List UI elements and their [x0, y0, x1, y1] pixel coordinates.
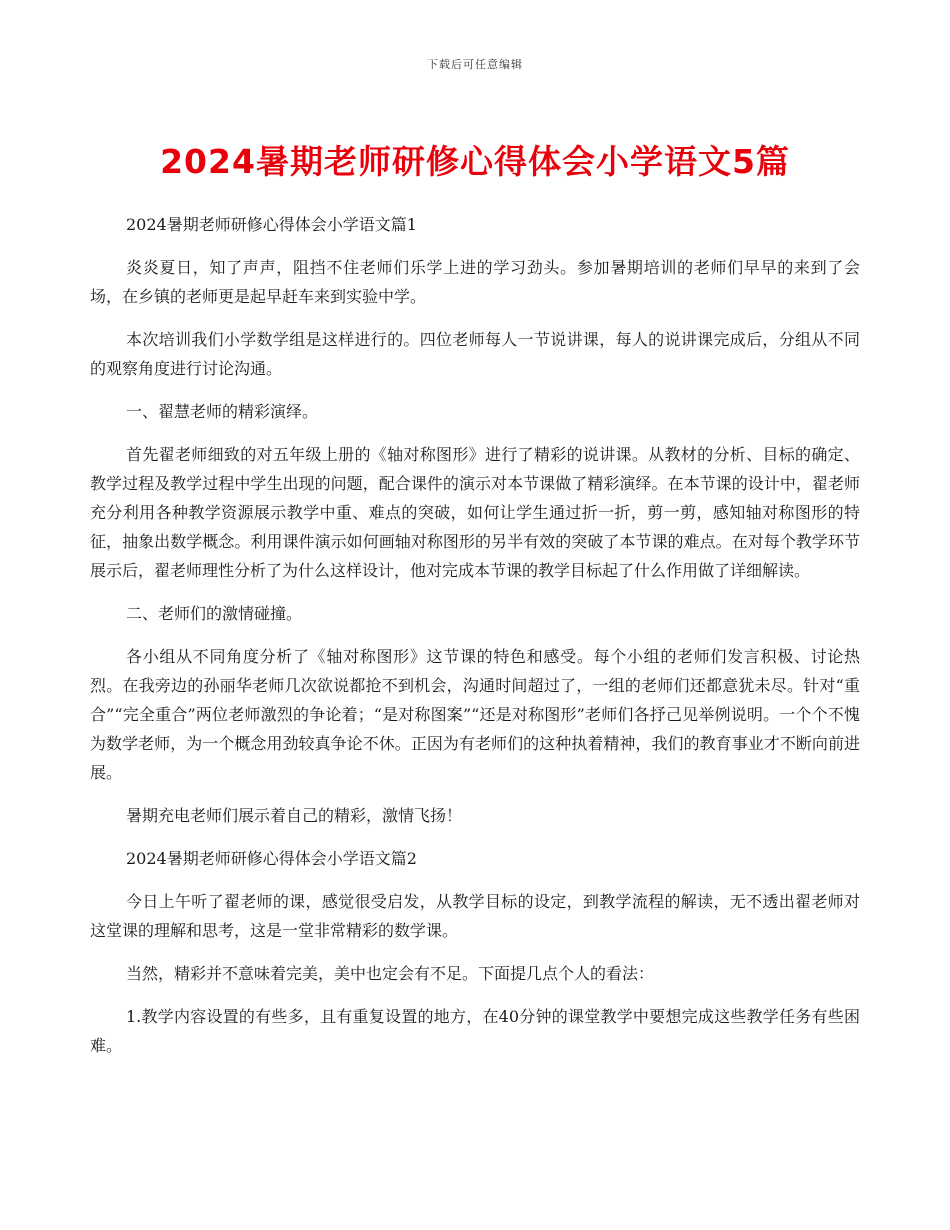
paragraph: 暑期充电老师们展示着自己的精彩，激情飞扬！	[126, 806, 463, 825]
paragraph: 各小组从不同角度分析了《轴对称图形》这节课的特色和感受。每个小组的老师们发言积极、讨论热烈。在我旁边的孙丽华老师几次欲说都抢不到机会，沟通时间超过了，一组的老师们还都意犹未尽。针对“重合”“完全重合”两位老师激烈的争论着；“是对称图案”“还是对称图形”老师们各抒己见举例说明。一个个不愧为数学老师，为一个概念用劲较真争论不休。正因为有老师们的这种执着精神，我们的教育事业才不断向前进展。	[90, 647, 860, 782]
paragraph: 本次培训我们小学数学组是这样进行的。四位老师每人一节说讲课，每人的说讲课完成后，分组从不同的观察角度进行讨论沟通。	[90, 330, 860, 378]
paragraph: 今日上午听了翟老师的课，感觉很受启发，从教学目标的设定，到教学流程的解读，无不透出翟老师对这堂课的理解和思考，这是一堂非常精彩的数学课。	[90, 892, 860, 940]
document-title: 2024暑期老师研修心得体会小学语文5篇	[160, 142, 790, 181]
section-heading-1: 2024暑期老师研修心得体会小学语文篇1	[126, 215, 417, 234]
subheading: 二、老师们的激情碰撞。	[126, 604, 303, 623]
subheading: 一、翟慧老师的精彩演绎。	[126, 402, 319, 421]
paragraph: 炎炎夏日，知了声声，阻挡不住老师们乐学上进的学习劲头。参加暑期培训的老师们早早的来到了会场，在乡镇的老师更是起早赶车来到实验中学。	[90, 258, 860, 306]
paragraph: 首先翟老师细致的对五年级上册的《轴对称图形》进行了精彩的说讲课。从教材的分析、目标的确定、教学过程及教学过程中学生出现的问题，配合课件的演示对本节课做了精彩演绎。在本节课的设计中，翟老师充分利用各种教学资源展示教学中重、难点的突破，如何让学生通过折一折，剪一剪，感知轴对称图形的特征，抽象出数学概念。利用课件演示如何画轴对称图形的另半有效的突破了本节课的难点。在对每个教学环节展示后，翟老师理性分析了为什么这样设计，他对完成本节课的教学目标起了什么作用做了详细解读。	[90, 445, 860, 580]
header-note: 下载后可任意编辑	[427, 58, 523, 71]
paragraph: 当然，精彩并不意味着完美，美中也定会有不足。下面提几点个人的看法：	[126, 964, 655, 983]
document-body	[90, 210, 860, 1074]
paragraph: 1.教学内容设置的有些多，且有重复设置的地方，在40分钟的课堂教学中要想完成这些教学任务有些困难。	[90, 1007, 860, 1055]
section-heading-2: 2024暑期老师研修心得体会小学语文篇2	[126, 849, 417, 868]
